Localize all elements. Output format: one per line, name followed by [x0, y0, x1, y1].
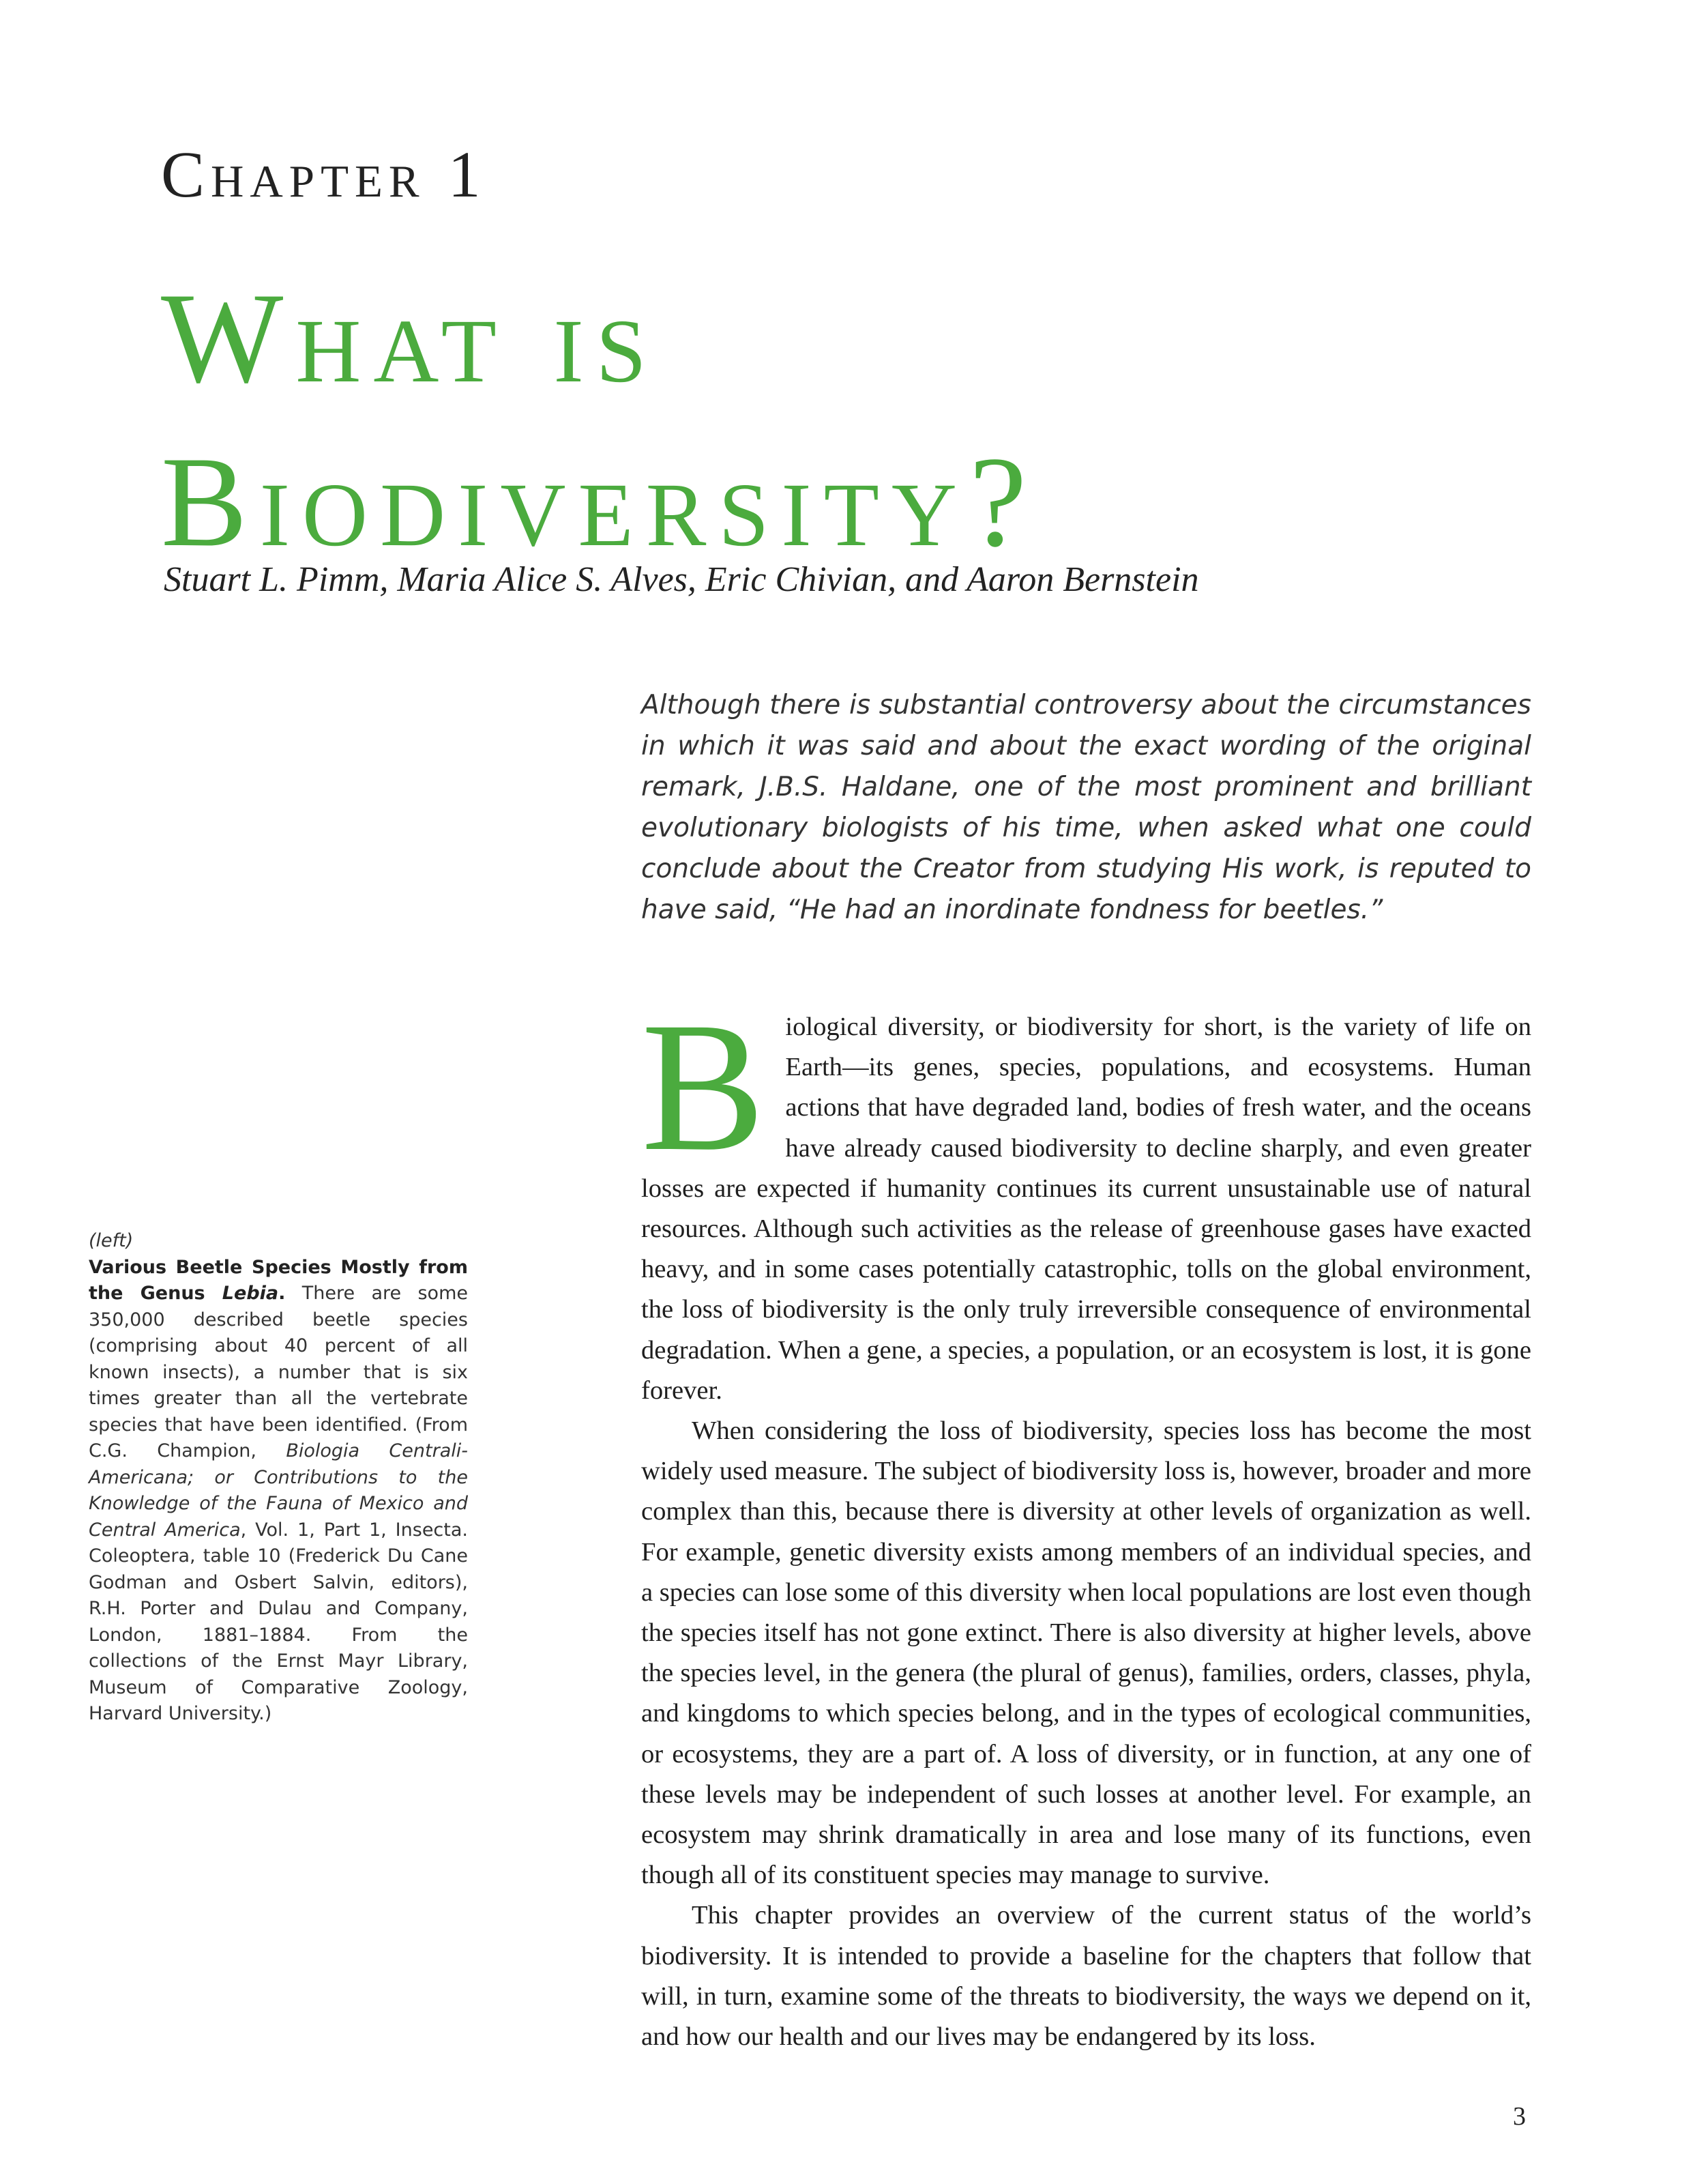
chapter-title-line-1: What is: [161, 267, 659, 410]
caption-title-genus: Lebia: [222, 1283, 279, 1304]
paragraph-3: This chapter provides an overview of the current status of the world’s biodiversity. It is intended to provide a baseline for the chapters that follow that will, in turn, examine some of the threats to biodiversity, the ways we depend on it, and how our health and our lives may be endangered by its loss.: [641, 1901, 1531, 2052]
paragraph-2: When considering the loss of biodiversity, species loss has become the most widely used measure. The subject of biodiversity loss is, however, broader and more complex than this, because there is diversity at other levels of organization as well. For example, genetic diversity exists among members of an individual species, and a species can lose some of this diversity when local populations are lost even though the species itself has not gone extinct. There is also diversity at higher levels, above the species level, in the genera (the plural of genus), families, orders, classes, phyla, and kingdoms to which species belong, and in the types of ecological communities, or ecosystems, they are a part of. A loss of diversity, or in function, at any one of these levels may be independent of such losses at another level. For example, an ecosystem may shrink dramatically in area and lose many of its functions, even though all of its constituent species may manage to survive.: [641, 1416, 1531, 1890]
chapter-title: [161, 257, 1457, 584]
caption-text-1: There are some 350,000 described beetle species (comprising about 40 percent of all known insects), a number that is six times greater than all the vertebrate species that have been identified. (From C.G. Champion,: [89, 1283, 468, 1461]
epigraph: Although there is substantial controversy about the circumstances in which it was said and about the exact wording of the original remark, J.B.S. Haldane, one of the most prominent and brilliant evolutionary biologists of his time, when asked what one could conclude about the Creator from studying His work, is reputed to have said, “He had an inordinate fondness for beetles.”: [641, 690, 1531, 925]
paragraph-1-text: iological diversity, or biodiversity for short, is the variety of life on Earth—its genes, species, populations, and ecosystems. Human actions that have degraded land, bodies of fresh water, and the oceans have already caused biodiversity to decline sharply, and even greater losses are expected if humanity continues its current unsustainable use of natural resources. Although such activities as the release of greenhouse gases have exacted heavy, and in some cases potentially catastrophic, tolls on the global environment, the loss of biodiversity is the only truly irreversible consequence of environmental degradation. When a gene, a species, a population, or an ecosystem is lost, it is gone forever.: [641, 1013, 1531, 1405]
paragraph-1: [641, 984, 1531, 1411]
caption-lead: (left): [89, 1230, 134, 1251]
chapter-title-line-2: Biodiversity?: [161, 431, 1040, 574]
figure-caption: [89, 1228, 468, 1728]
caption-title-end: .: [278, 1283, 286, 1304]
drop-cap: B: [641, 984, 765, 1189]
page-number: 3: [1513, 2102, 1526, 2131]
authors-line: Stuart L. Pimm, Maria Alice S. Alves, Eric Chivian, and Aaron Bernstein: [164, 560, 1199, 599]
caption-title-text: Various Beetle Species Mostly from the Genus: [89, 1256, 468, 1304]
body-text: [641, 984, 1531, 2057]
chapter-label: Chapter 1: [161, 138, 487, 211]
caption-source-title: Biologia Centrali-Americana; or Contributions to the Knowledge of the Fauna of Mexico and Central America: [89, 1440, 468, 1541]
caption-text-2: , Vol. 1, Part 1, Insecta. Coleoptera, table 10 (Frederick Du Cane Godman and Osbert Salvin, editors), R.H. Porter and Dulau and Company, London, 1881–1884. From the collections of the Ernst Mayr Library, Museum of Comparative Zoology, Harvard University.): [89, 1519, 468, 1724]
